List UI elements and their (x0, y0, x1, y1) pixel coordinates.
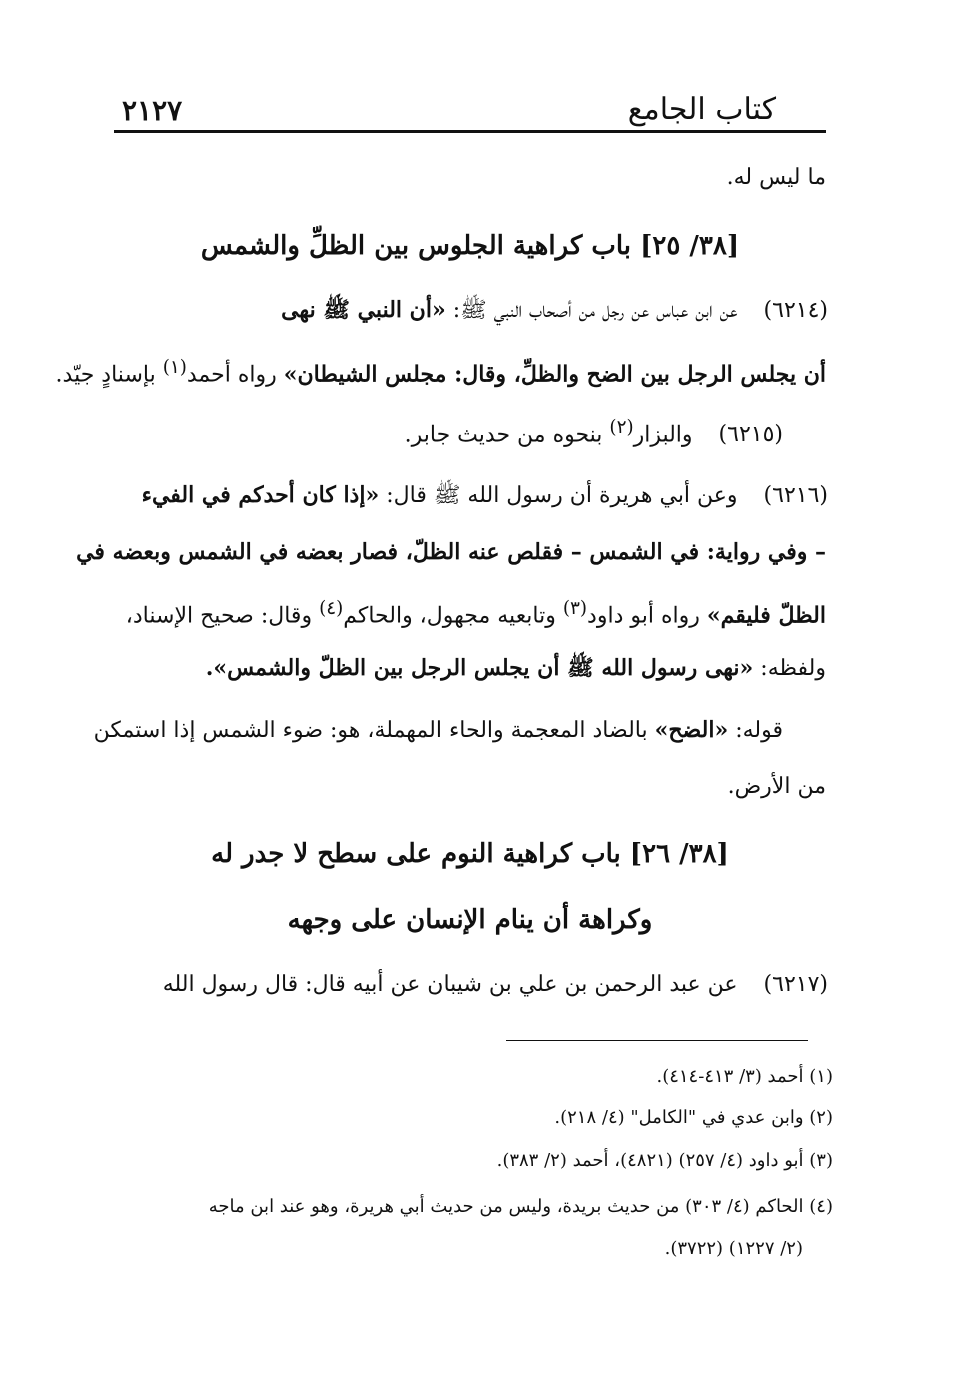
quoted-text: «نهى رسول الله ﷺ أن يجلس الرجل بين الظلّ والشمس». (205, 655, 754, 681)
text-span: وعن أبي هريرة أن رسول الله ﷺ قال: (379, 483, 738, 508)
footnote-2: (٢) وابن عدي في "الكامل" (٤/ ٢١٨). (554, 1107, 833, 1128)
text-span: رواه أبو داود (587, 603, 707, 629)
continuation-line: ما ليس له. (726, 165, 826, 190)
text-span: عن عبد الرحمن بن علي بن شيبان عن أبيه قال: قال رسول الله (162, 972, 738, 997)
chapter-heading-26-line-2: وكراهة أن ينام الإنسان على وجهه (287, 905, 653, 935)
text-span: قوله: (728, 718, 783, 743)
hadith-6217-line-1 (163, 969, 828, 1001)
hadith-6214-line-1 (281, 294, 828, 327)
footnote-3: (٣) أبو داود (٤/ ٢٥٧) (٤٨٢١)، أحمد (٢/ ٣٨٣). (496, 1150, 833, 1171)
text-span: وقال: صحيح الإسناد، (125, 603, 320, 629)
hadith-number: (٦٢١٦) (763, 483, 828, 508)
hadith-6216-line-1 (142, 479, 828, 512)
footnote-4: (٤) الحاكم (٤/ ٣٠٣) من حديث بريدة، وليس من حديث أبي هريرة، وهو عند ابن ماجه (208, 1196, 833, 1217)
quoted-text: أن يجلس الرجل بين الضح والظلِّ، وقال: مجلس الشيطان» (283, 361, 826, 388)
hadith-6214-line-2 (56, 352, 826, 391)
text-span: والبزار (633, 422, 693, 448)
text-span: ولفظه: (753, 656, 826, 681)
quoted-text: «الضح» (654, 717, 729, 743)
quoted-text: – وفي رواية: في الشمس – فقلص عنه الظلّ، فصار بعضه في الشمس وبعضه في (76, 539, 826, 565)
page-header (114, 90, 826, 132)
footnote-rule (506, 1040, 808, 1041)
header-rule (114, 130, 826, 133)
chapter-heading-26: [٣٨/ ٢٦] باب كراهية النوم على سطح لا جدر له (211, 839, 729, 869)
quoted-text: «إذا كان أحدكم في الفيء (141, 482, 380, 508)
text-span: بالضاد المعجمة والحاء المهملة، هو: ضوء الشمس إذا استمكن (93, 718, 655, 743)
footnote-ref-1[interactable]: (١) (162, 357, 187, 378)
quoted-text: الظلّ فليقم» (706, 602, 826, 629)
text-span: بنحوه من حديث جابر. (404, 422, 610, 448)
page-number: ٢١٢٧ (122, 94, 183, 127)
hadith-number: (٦٢١٥) (718, 422, 783, 448)
text-span: رواه أحمد (186, 362, 284, 388)
footnote-ref-3[interactable]: (٣) (562, 598, 588, 619)
quoted-text: «أن النبي ﷺ نهى (281, 297, 446, 323)
hadith-6216-line-3 (126, 593, 826, 632)
footnote-1: (١) أحمد (٣/ ٤١٣-٤١٤). (656, 1066, 833, 1087)
footnote-ref-2[interactable]: (٢) (609, 417, 634, 438)
hadith-6215-line-1 (405, 412, 783, 451)
hadith-number: (٦٢١٤) (763, 298, 828, 323)
text-span: عن ابن عباس عن رجل من أصحاب النبي ﷺ: (445, 298, 738, 323)
text-span: بإسنادٍ جيّد. (55, 362, 163, 388)
commentary-line-1 (94, 714, 783, 747)
text-span: وتابعيه مجهول، والحاكم (343, 603, 563, 629)
footnote-4-continued: (٢/ ١٢٢٧) (٣٧٢٢). (664, 1238, 803, 1259)
hadith-6216-line-2 (76, 536, 826, 569)
hadith-number: (٦٢١٧) (763, 972, 828, 997)
footnote-ref-4[interactable]: (٤) (319, 598, 344, 619)
hadith-6216-line-4 (206, 652, 826, 685)
commentary-line-2: من الأرض. (727, 774, 826, 799)
chapter-heading-25: [٣٨/ ٢٥] باب كراهية الجلوس بين الظلِّ والشمس (200, 231, 740, 261)
running-title: كتاب الجامع (627, 92, 776, 127)
